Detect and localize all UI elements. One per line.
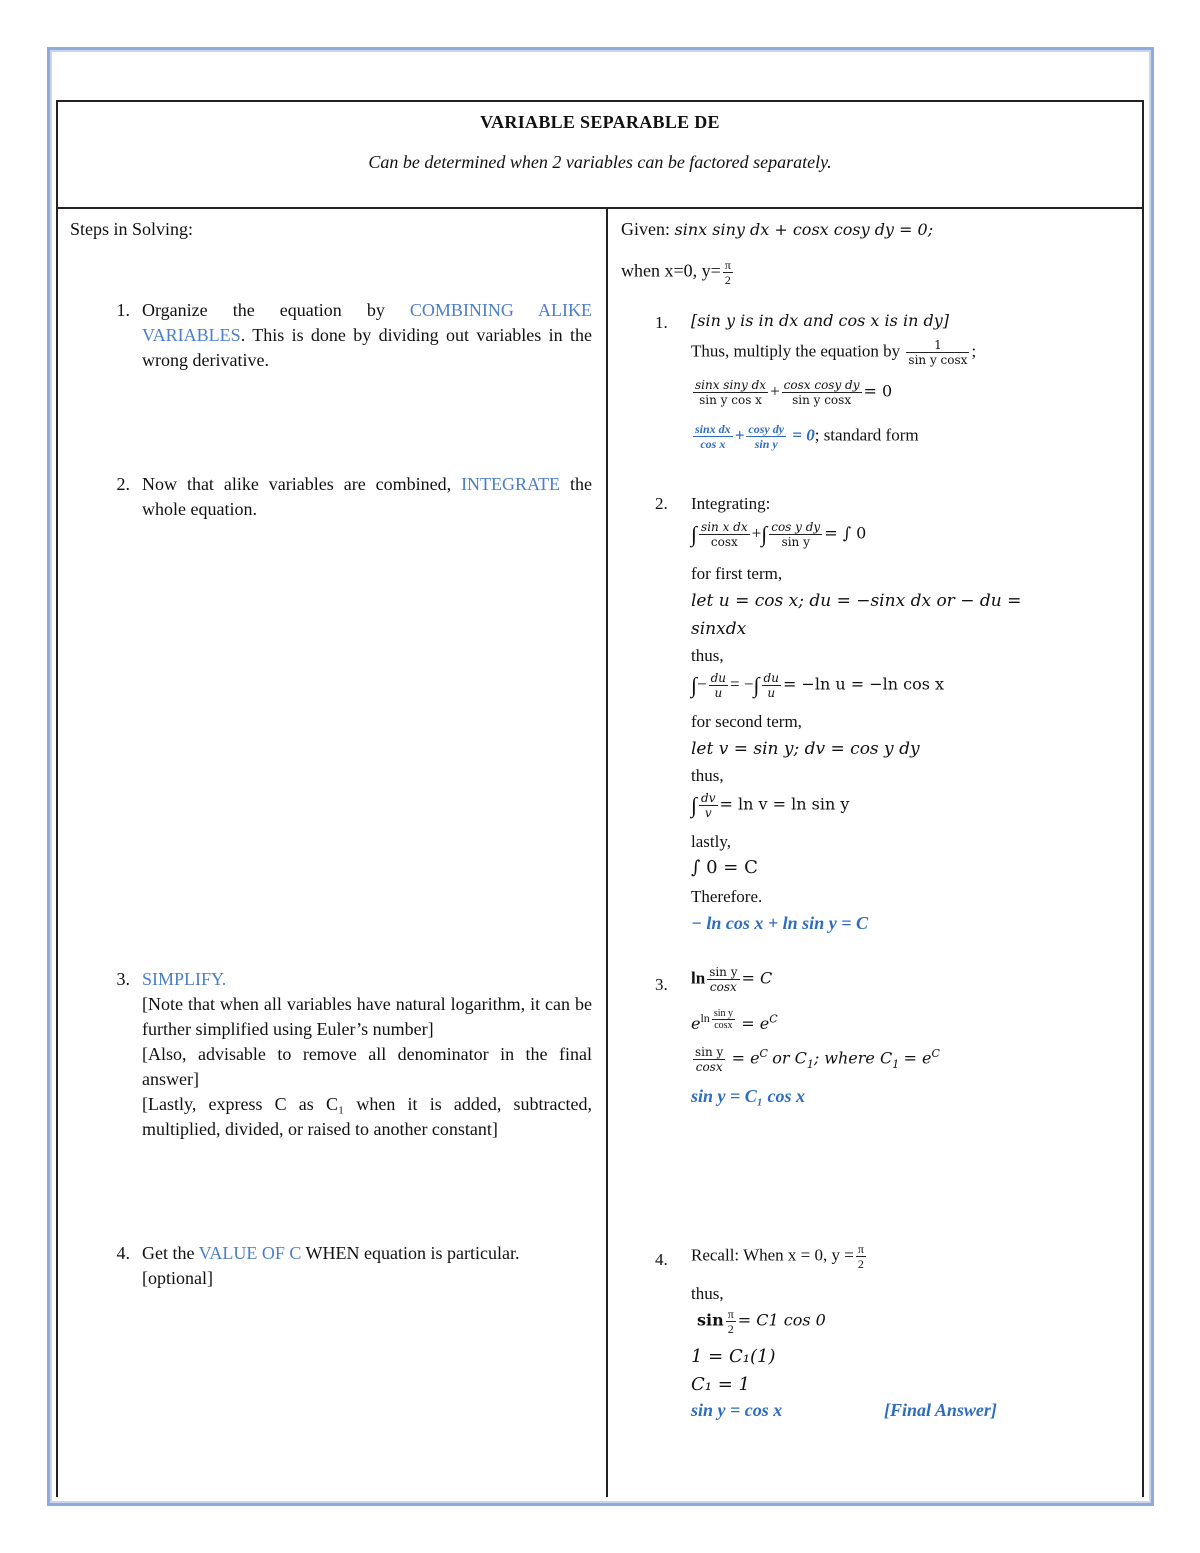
pi-over-2	[726, 1307, 736, 1336]
step-highlight: VALUE OF C	[198, 1243, 302, 1263]
constant-integral: ∫ 0 = C	[691, 857, 758, 878]
step-text-post: . This is done by dividing out variables in the wrong derivative.	[142, 325, 592, 370]
step-number: 4.	[116, 1243, 130, 1263]
step-number: 2.	[116, 474, 130, 494]
sub-1: 1	[806, 1057, 814, 1071]
given-line	[621, 219, 933, 240]
simplified-result: sin y = C₁ cos x	[691, 1086, 806, 1106]
frac-den: sin y cosx	[908, 353, 968, 367]
lastly-label: lastly,	[691, 832, 731, 851]
equals-e: = e	[741, 1013, 770, 1033]
frac-num: π	[724, 258, 731, 272]
let-v-line: let v = sin y; dv = cos y dy	[691, 739, 920, 759]
step-highlight: INTEGRATE	[461, 474, 561, 494]
step-note: [Also, advisable to remove all denominator in the final answer]	[142, 1044, 592, 1089]
solution-step-1-bracket	[691, 311, 949, 331]
frac-den: 2	[724, 273, 731, 287]
frac-den: cosx	[695, 1060, 723, 1074]
step-note: [Lastly, express C as C₁ when it is added, subtracted, multiplied, divided, or raised to another constant]	[142, 1094, 592, 1139]
solution-step-2-number: 2.	[655, 494, 668, 513]
thus-2: thus,	[691, 766, 724, 785]
frac-den: cos x	[700, 437, 726, 451]
table-right-edge	[1142, 100, 1144, 1497]
given-equation: sinx siny dx + cosx cosy dy = 0;	[674, 220, 934, 239]
u-result: = −ln u = −ln cos x	[782, 674, 945, 694]
sf-term-2	[746, 422, 786, 451]
du-over-u-1	[709, 671, 728, 700]
frac-num: du	[710, 671, 727, 685]
integrating-label: Integrating:	[691, 494, 771, 513]
multiply-text: Thus, multiply the equation by	[691, 341, 901, 361]
standard-form-label: ; standard form	[814, 425, 919, 445]
exp-c: C	[759, 1046, 768, 1060]
sf-equals: = 0	[792, 425, 815, 445]
thus-3: thus,	[691, 1284, 724, 1303]
term-1-fraction	[693, 378, 768, 407]
frac-num: π	[727, 1307, 734, 1321]
final-answer: sin y = cos x	[691, 1400, 783, 1420]
let-u-line-2: sinxdx	[691, 619, 747, 639]
c1-equals-1: C₁ = 1	[691, 1374, 750, 1395]
step-text-post: the whole equation.	[142, 474, 592, 519]
initial-text: when x=0, y=	[621, 260, 721, 281]
e-base: e	[691, 1013, 701, 1033]
step-text-pre: Now that alike variables are combined,	[142, 474, 462, 494]
equals-e: = e	[903, 1048, 932, 1068]
frac-num: dv	[701, 791, 716, 805]
page-subtitle: Can be determined when 2 variables can be factored separately.	[368, 152, 832, 172]
frac-num: 1	[906, 338, 969, 353]
step-text-pre: Organize the equation by	[142, 300, 410, 320]
integral-term-1	[699, 520, 750, 549]
frac-den: v	[704, 806, 712, 820]
frac-num: cos y dy	[771, 520, 821, 534]
recall-text: Recall: When x = 0, y =	[691, 1245, 854, 1265]
standard-form: $\frac{\text{sinx dx}}{\text{cos x}}$ + $\frac{\text{cosy dy}}{\text{sin y}}$ = 0; standard form	[695, 422, 919, 451]
multiply-fraction	[906, 338, 969, 367]
frac-den: u	[714, 686, 723, 700]
header-top-rule	[57, 100, 1143, 102]
steps-heading: Steps in Solving:	[70, 219, 194, 239]
step-highlight: SIMPLIFY.	[142, 969, 227, 989]
solution-step-1-number: 1.	[655, 313, 668, 332]
pi-over-2	[856, 1242, 866, 1271]
frac-num: cosx cosy dy	[783, 378, 860, 392]
step-text	[142, 472, 592, 522]
equals-zero: = 0	[863, 381, 893, 401]
du-over-u-2	[762, 671, 781, 700]
log-combined	[691, 965, 772, 994]
frac-den: sin y	[754, 437, 778, 451]
frac-num: sinx siny dx	[695, 378, 767, 392]
final-answer-tag: [Final Answer]	[884, 1400, 997, 1420]
frac-den: u	[767, 686, 776, 700]
solution-step-4-number: 4.	[655, 1250, 668, 1269]
solution-step-3-number: 3.	[655, 975, 668, 994]
sin-over-cos	[707, 965, 739, 994]
exp-c: C	[931, 1046, 940, 1060]
step-text-pre: Get the	[142, 1243, 199, 1263]
header-bottom-rule	[57, 207, 1143, 209]
sup-ln: ln	[700, 1011, 710, 1026]
pi-over-2	[723, 258, 733, 287]
sup-fraction	[712, 1008, 735, 1031]
equals-c: = C	[741, 968, 773, 988]
second-term-label: for second term,	[691, 712, 802, 731]
integral-term-2	[769, 520, 822, 549]
step-highlight: COMBINING ALIKE VARIABLES	[142, 300, 592, 345]
divided-equation: $\frac{\text{sinx siny dx}}{\text{sin y cos x}}$ + $\frac{\text{cosx cosy dy}}{\text{sin y cosx}}$ = 0	[695, 378, 893, 407]
frac-den: 2	[857, 1257, 864, 1271]
frac-den: sin y cosx	[792, 393, 852, 407]
integral-rhs: = ∫ 0	[824, 523, 867, 543]
let-u-line: let u = cos x; du = −sinx dx or − du =	[691, 591, 1022, 611]
first-term-label: for first term,	[691, 564, 783, 583]
exp-c: C	[769, 1012, 778, 1026]
recall-line	[691, 1242, 868, 1271]
page-title: VARIABLE SEPARABLE DE	[480, 112, 720, 132]
equals-c1-cos: = C1 cos 0	[737, 1310, 826, 1330]
c1-definition	[691, 1045, 940, 1074]
sf-term-1	[693, 422, 733, 451]
term-2-fraction	[782, 378, 862, 407]
step-text	[142, 298, 592, 373]
exponentiated	[691, 1008, 778, 1034]
sin-text: sin	[697, 1310, 724, 1330]
frac-num: sin x dx	[701, 520, 748, 534]
frac-den: cosx	[709, 980, 737, 994]
where-c: ; where C	[813, 1048, 893, 1068]
given-label: Given:	[621, 219, 675, 239]
frac-den: cosx	[714, 1020, 733, 1031]
v-substitution: ∫ $\frac{dv}{v}$ = ln v = ln sin y	[691, 791, 850, 820]
ratio-fraction	[693, 1045, 725, 1074]
c1-times-1: 1 = C₁(1)	[691, 1346, 776, 1367]
frac-num: π	[857, 1242, 864, 1256]
frac-num: sin y	[695, 1045, 724, 1059]
ln-text: ln	[691, 968, 706, 988]
substitution-line	[697, 1307, 826, 1336]
frac-den: sin y cos x	[699, 393, 762, 407]
dv-over-v	[699, 791, 717, 820]
frac-num: sinx dx	[695, 422, 731, 436]
frac-num: sin y	[709, 965, 738, 979]
step-note: [Note that when all variables have natural logarithm, it can be further simplified using Euler’s number]	[142, 994, 592, 1039]
v-result: = ln v = ln sin y	[719, 794, 850, 814]
equals-e: = e	[731, 1048, 760, 1068]
integral-equation: ∫ $\frac{\text{sin x dx}}{\cos x}$ +∫ $\frac{\text{cos y dy}}{\text{sin y}}$ = ∫ 0	[691, 520, 867, 549]
table-left-edge	[56, 100, 58, 1497]
frac-den: 2	[727, 1322, 734, 1336]
initial-condition	[621, 258, 735, 287]
bracket-note: [sin y is in dx and cos x is in dy]	[691, 311, 949, 330]
step-text	[142, 1241, 592, 1291]
integration-result: − ln cos x + ln sin y = C	[691, 913, 868, 933]
step-number: 1.	[116, 300, 130, 320]
step-text-post: WHEN equation is particular. [optional]	[142, 1243, 520, 1288]
or-c: or C	[772, 1048, 807, 1068]
multiply-line: Thus, multiply the equation by $\frac{1}{\text{sin y cosx}}$ ;	[691, 338, 977, 367]
column-divider	[606, 207, 608, 1497]
step-text	[142, 967, 592, 1142]
frac-num: du	[763, 671, 779, 685]
step-number: 3.	[116, 969, 130, 989]
thus-1: thus,	[691, 646, 724, 665]
frac-num: cosy dy	[748, 422, 785, 436]
sub-1: 1	[892, 1057, 900, 1071]
frac-den: sin y	[781, 535, 810, 549]
frac-num: sin y	[713, 1008, 733, 1019]
therefore-label: Therefore.	[691, 887, 763, 906]
u-substitution: ∫− $\frac{du}{u}$ = −∫ $\frac{du}{u}$ = −ln u = −ln cos x	[691, 671, 945, 700]
frac-den: cosx	[710, 535, 738, 549]
